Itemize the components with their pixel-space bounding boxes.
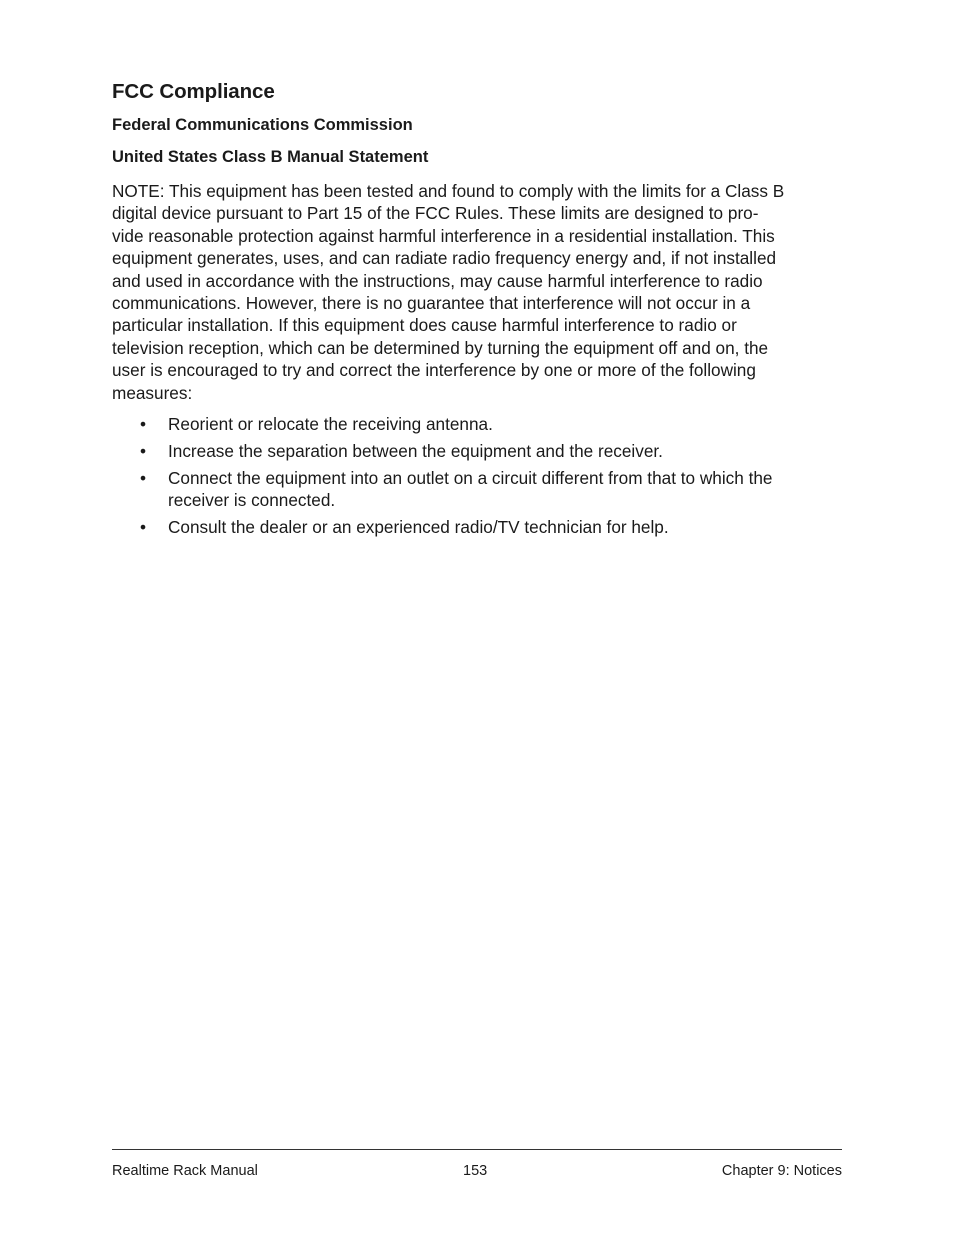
paragraph-line: television reception, which can be determined by turning the equipment off and on, the [112,337,769,358]
list-item-text: Increase the separation between the equipment and the receiver. [168,441,663,461]
list-item-text: receiver is connected. [168,490,336,511]
list-item [112,467,842,512]
subheading-class-b-statement: United States Class B Manual Statement [112,148,429,166]
fcc-note-paragraph [112,180,842,404]
page-footer [112,1161,842,1181]
paragraph-line: communications. However, there is no guarantee that interference will not occur in a [112,293,751,314]
footer-divider [112,1149,842,1150]
paragraph-line: particular installation. If this equipment does cause harmful interference to radio or [112,315,737,336]
footer-manual-title: Realtime Rack Manual [112,1163,258,1179]
paragraph-line: equipment generates, uses, and can radiate radio frequency energy and, if not installed [112,248,777,269]
footer-chapter: Chapter 9: Notices [721,1163,842,1179]
footer-page-number: 153 [463,1163,488,1179]
paragraph-line: digital device pursuant to Part 15 of the FCC Rules. These limits are designed to pro- [112,203,759,224]
list-item [112,413,842,435]
paragraph-line: measures: [112,382,193,403]
subheading-commission: Federal Communications Commission [112,116,413,134]
list-item-text: Connect the equipment into an outlet on a circuit different from that to which the [168,468,773,488]
bullet-icon: • [140,441,147,461]
list-item-text: Consult the dealer or an experienced radio/TV technician for help. [168,517,669,538]
section-heading: FCC Compliance [112,80,275,103]
bullet-icon: • [140,517,147,538]
list-item [112,516,842,538]
list-item-text: Reorient or relocate the receiving antenna. [168,414,493,434]
paragraph-line: and used in accordance with the instructions, may cause harmful interference to radio [112,270,763,291]
paragraph-line: user is encouraged to try and correct the interference by one or more of the following [112,360,756,381]
bullet-icon: • [140,468,147,488]
measures-list [112,413,842,543]
paragraph-line: NOTE: This equipment has been tested and found to comply with the limits for a Class B [112,181,785,201]
paragraph-line: vide reasonable protection against harmful interference in a residential installation. This [112,225,775,246]
list-item [112,440,842,462]
bullet-icon: • [140,414,147,434]
